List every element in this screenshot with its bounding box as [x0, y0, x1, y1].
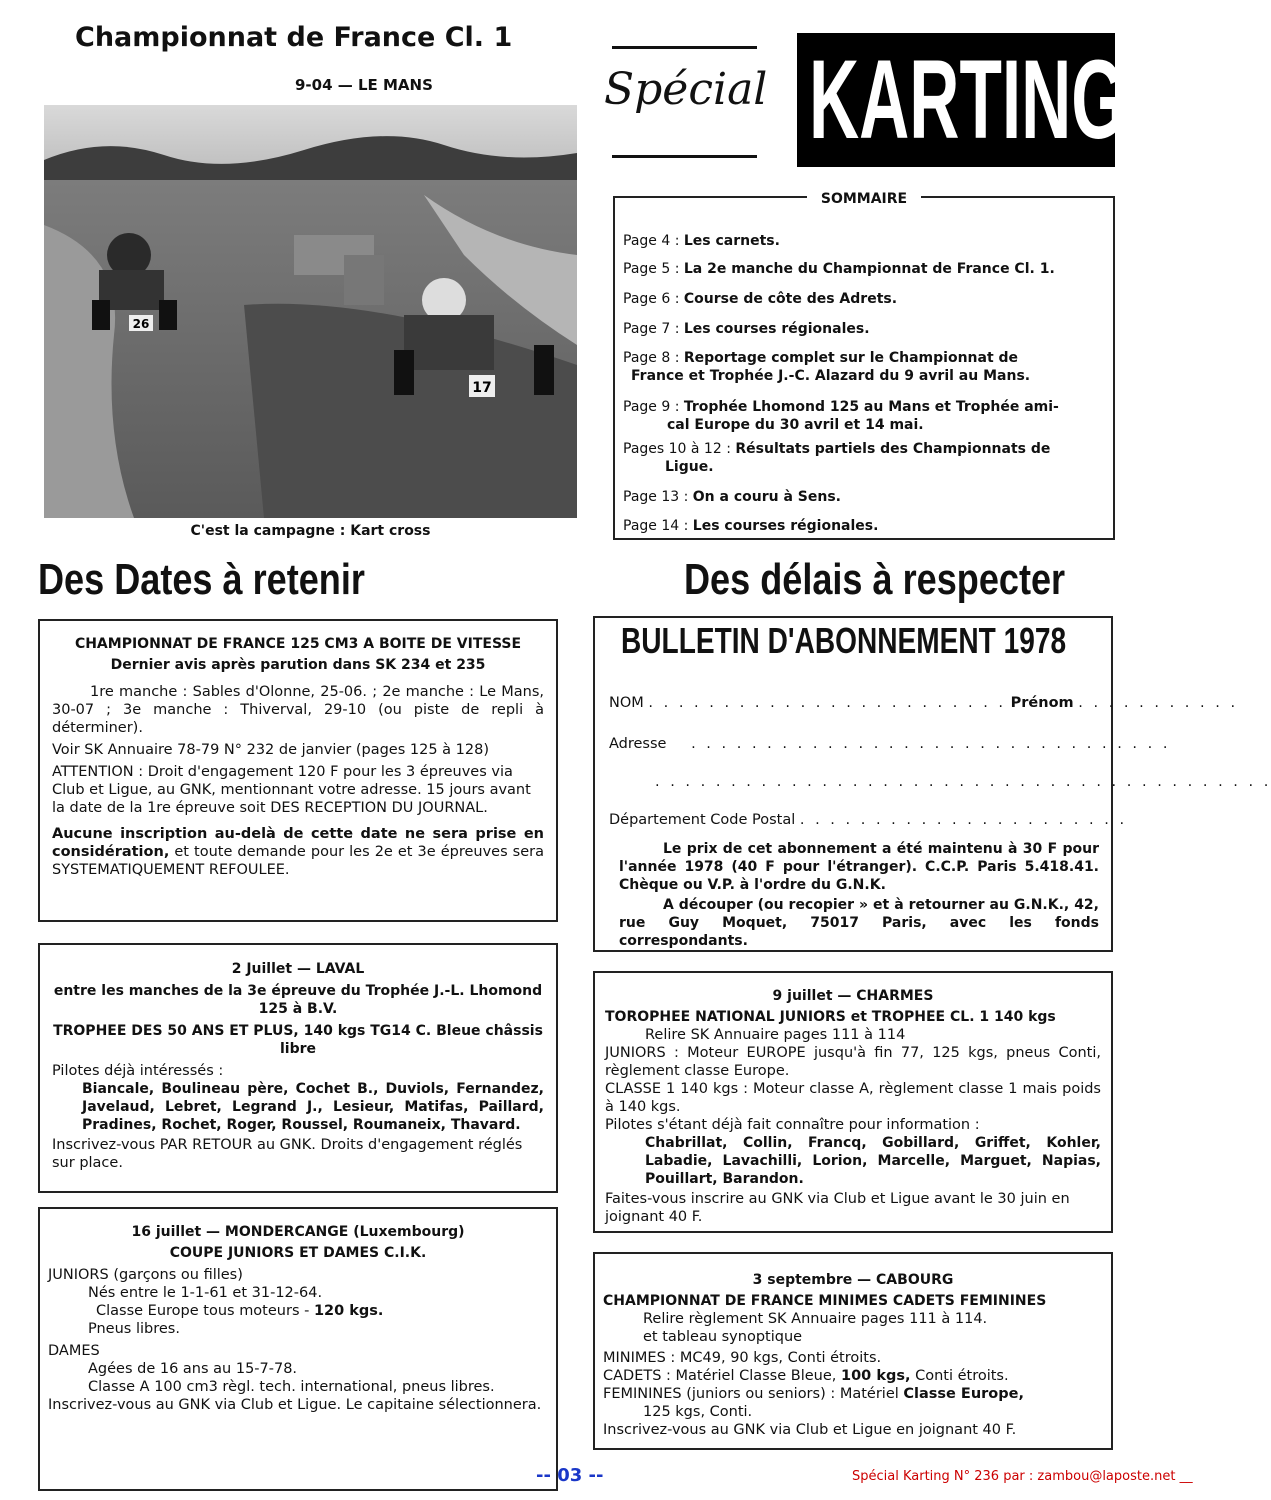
- box1-title: CHAMPIONNAT DE FRANCE 125 CM3 A BOITE DE VITESSE: [74, 636, 522, 652]
- sommaire-item: Page 7 : Les courses régionales.: [623, 321, 870, 337]
- box3-l7: Classe A 100 cm3 règl. tech. international, pneus libres.: [88, 1379, 495, 1395]
- nom-label: NOM: [609, 695, 644, 711]
- bulletin-p2: A découper (ou recopier » et à retourner au G.N.K., 42, rue Guy Moquet, 75017 Paris, avec les fonds correspondants.: [619, 897, 1099, 949]
- nom-field[interactable]: . . . . . . . . . . . . . . . . . . . . . . . .: [648, 695, 1007, 711]
- adresse-field[interactable]: . . . . . . . . . . . . . . . . . . . . . . . . . . . . . . . .: [691, 736, 1171, 752]
- box4-l5: Faites-vous inscrire au GNK via Club et Ligue avant le 30 juin en joignant 40 F.: [605, 1191, 1070, 1225]
- box-mondercange: [38, 1207, 558, 1491]
- box3-l1: JUNIORS (garçons ou filles): [48, 1267, 243, 1283]
- box5-l4: CADETS : Matériel Classe Bleue, 100 kgs, Conti étroits.: [603, 1368, 1009, 1384]
- bulletin-abonnement: [593, 616, 1271, 952]
- masthead-rule-top: [612, 46, 757, 49]
- box3-l2: Nés entre le 1-1-61 et 31-12-64.: [88, 1285, 323, 1301]
- bulletin-title: BULLETIN D'ABONNEMENT 1978: [621, 620, 1067, 661]
- box3-l4: Pneus libres.: [88, 1321, 180, 1337]
- adresse-field-2[interactable]: . . . . . . . . . . . . . . . . . . . . . . . . . . . . . . . . . . . . . . . . .: [655, 774, 1271, 790]
- page-number: -- 03 --: [536, 1465, 604, 1486]
- karting-photo: [44, 105, 577, 518]
- box2-names: Biancale, Boulineau père, Cochet B., Duviols, Fernandez, Javelaud, Lebret, Legrand J., Lesieur, Matifas, Paillard, Pradines, Rochet, Roger, Roussel, Roumaneix, Thavard.: [82, 1081, 544, 1133]
- box2-line2: TROPHEE DES 50 ANS ET PLUS, 140 kgs TG14 C. Bleue châssis libre: [53, 1023, 543, 1057]
- sommaire-item: Page 14 : Les courses régionales.: [623, 518, 879, 534]
- kart-number: 26: [132, 317, 150, 331]
- sommaire-item: Page 9 : Trophée Lhomond 125 au Mans et Trophée ami- cal Europe du 30 avril et 14 mai.: [623, 399, 1059, 433]
- photo-caption: C'est la campagne : Kart cross: [190, 523, 431, 539]
- box4-l3: CLASSE 1 140 kgs : Moteur classe A, règlement classe 1 mais poids à 140 kgs.: [605, 1081, 1101, 1115]
- box4-title: TOROPHEE NATIONAL JUNIORS et TROPHEE CL. 1 140 kgs: [605, 1009, 1056, 1025]
- footer-credit: Spécial Karting N° 236 par : zambou@laposte.net __: [852, 1469, 1193, 1484]
- sommaire-item: Pages 10 à 12 : Résultats partiels des Championnats de Ligue.: [623, 441, 1051, 475]
- page-title: Championnat de France Cl. 1: [75, 22, 513, 53]
- masthead-special: Spécial: [604, 64, 768, 115]
- headline-delais: Des délais à respecter: [684, 555, 1066, 604]
- box2-line1: entre les manches de la 3e épreuve du Trophée J.-L. Lhomond 125 à B.V.: [53, 983, 543, 1017]
- box3-l5: DAMES: [48, 1343, 100, 1359]
- box2-line4: Inscrivez-vous PAR RETOUR au GNK. Droits d'engagement réglés sur place.: [52, 1137, 523, 1171]
- sommaire-item: Page 6 : Course de côte des Adrets.: [623, 291, 898, 307]
- box1-p4: Aucune inscription au-delà de cette date ne sera prise en considération, et toute demande pour les 2e et 3e épreuves sera SYSTEMATIQUEMENT REFOULEE.: [52, 826, 544, 878]
- sommaire-box: [613, 191, 1115, 540]
- sommaire-heading: SOMMAIRE: [615, 191, 1113, 207]
- sommaire-item: Page 13 : On a couru à Sens.: [623, 489, 841, 505]
- event-subtitle: 9-04 — LE MANS: [295, 76, 433, 94]
- box3-l3: Classe Europe tous moteurs - 120 kgs.: [96, 1303, 384, 1319]
- dept-label: Département Code Postal: [609, 812, 796, 828]
- box1-p1: 1re manche : Sables d'Olonne, 25-06. ; 2e manche : Le Mans, 30-07 ; 3e manche : Thiverval, 29-10 (ou piste de repli à déterminer).: [52, 684, 544, 736]
- box4-names: Chabrillat, Collin, Francq, Gobillard, Griffet, Kohler, Labadie, Lavachilli, Lorion, Marcelle, Marguet, Napias, Pouillart, Barandon.: [645, 1135, 1101, 1187]
- sommaire-item: Page 4 : Les carnets.: [623, 233, 780, 249]
- box4-l4: Pilotes s'étant déjà fait connaître pour information :: [605, 1117, 980, 1133]
- sommaire-item: Page 5 : La 2e manche du Championnat de France Cl. 1.: [623, 261, 1055, 277]
- box3-l6: Agées de 16 ans au 15-7-78.: [88, 1361, 298, 1377]
- box-cabourg: [593, 1252, 1113, 1450]
- kart-number: 17: [472, 380, 492, 396]
- masthead-rule-bottom: [612, 155, 757, 158]
- box5-l2: et tableau synoptique: [643, 1329, 803, 1345]
- box-charmes: [593, 971, 1113, 1233]
- box2-date: 2 Juillet — LAVAL: [231, 961, 365, 977]
- sommaire-item: Page 8 : Reportage complet sur le Championnat de France et Trophée J.-C. Alazard du 9 avril au Mans.: [623, 350, 1031, 384]
- box5-l6: Inscrivez-vous au GNK via Club et Ligue en joignant 40 F.: [603, 1422, 1017, 1438]
- box-laval: [38, 943, 558, 1193]
- masthead-karting-block: [797, 33, 1126, 167]
- adresse-label: Adresse: [609, 736, 667, 752]
- box5-l1: Relire règlement SK Annuaire pages 111 à 114.: [643, 1311, 988, 1327]
- box5-title: CHAMPIONNAT DE FRANCE MINIMES CADETS FEMININES: [603, 1293, 1047, 1309]
- karting-photo-icon: [44, 105, 577, 518]
- box1-subtitle: Dernier avis après parution dans SK 234 et 235: [110, 657, 486, 673]
- box4-l1: Relire SK Annuaire pages 111 à 114: [645, 1027, 906, 1043]
- box5-l5: FEMININES (juniors ou seniors) : Matériel Classe Europe, 125 kgs, Conti.: [603, 1386, 1024, 1420]
- box3-l8: Inscrivez-vous au GNK via Club et Ligue. Le capitaine sélectionnera.: [48, 1397, 542, 1413]
- prenom-label: Prénom: [1010, 695, 1074, 711]
- bulletin-nom-row: [609, 694, 1238, 712]
- headline-dates: Des Dates à retenir: [38, 555, 365, 604]
- bulletin-p1: Le prix de cet abonnement a été maintenu à 30 F pour l'année 1978 (40 F pour l'étranger). C.C.P. Paris 5.418.41. Chèque ou V.P. à l'ordre du G.N.K.: [619, 841, 1099, 893]
- box2-line3: Pilotes déjà intéressés :: [52, 1063, 224, 1079]
- bulletin-dept-row: [609, 811, 1127, 829]
- box4-date: 9 juillet — CHARMES: [772, 988, 934, 1004]
- dept-field[interactable]: . . . . . . . . . . . . . . . . . . . . . .: [799, 812, 1128, 828]
- box5-date: 3 septembre — CABOURG: [752, 1272, 954, 1288]
- masthead-karting: KARTING: [809, 37, 1126, 162]
- box5-l3: MINIMES : MC49, 90 kgs, Conti étroits.: [603, 1350, 882, 1366]
- box3-title: COUPE JUNIORS ET DAMES C.I.K.: [169, 1245, 427, 1261]
- box4-l2: JUNIORS : Moteur EUROPE jusqu'à fin 77, 125 kgs, pneus Conti, règlement classe Europe.: [605, 1045, 1101, 1079]
- box1-p3: ATTENTION : Droit d'engagement 120 F pour les 3 épreuves via Club et Ligue, au GNK, mentionnant votre adresse. 15 jours avant la date de la 1re épreuve soit DES RECEPTION DU JOURNAL.: [52, 764, 531, 816]
- box-championnat-125: [38, 619, 558, 922]
- box1-p2: Voir SK Annuaire 78-79 N° 232 de janvier (pages 125 à 128): [52, 742, 489, 758]
- bulletin-adresse-row: [609, 735, 1170, 753]
- box3-date: 16 juillet — MONDERCANGE (Luxembourg): [131, 1224, 465, 1240]
- prenom-field[interactable]: . . . . . . . . . . .: [1078, 695, 1239, 711]
